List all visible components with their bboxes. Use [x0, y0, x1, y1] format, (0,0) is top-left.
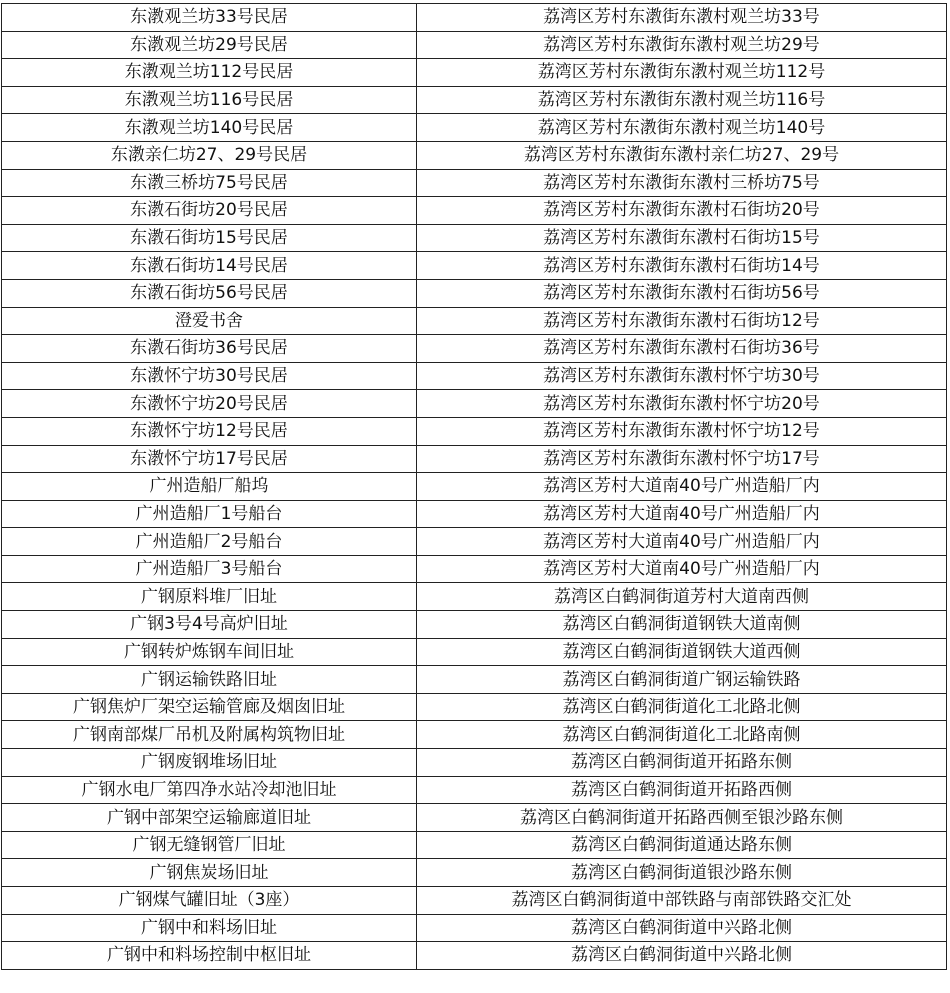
table-row: [2, 749, 947, 777]
site-name-cell: 广钢3号4号高炉旧址: [2, 611, 417, 639]
site-address-cell: 荔湾区芳村东漖街东漖村怀宁坊12号: [417, 417, 947, 445]
site-address-cell: 荔湾区白鹤洞街道银沙路东侧: [417, 859, 947, 887]
site-name-cell: 东漖石街坊20号民居: [2, 197, 417, 225]
site-name-cell: 东漖观兰坊116号民居: [2, 86, 417, 114]
site-name-cell: 东漖观兰坊140号民居: [2, 114, 417, 142]
site-address-cell: 荔湾区白鹤洞街道中兴路北侧: [417, 942, 947, 970]
site-address-cell: 荔湾区白鹤洞街道广钢运输铁路: [417, 666, 947, 694]
site-name-cell: 广州造船厂船坞: [2, 473, 417, 501]
site-address-cell: 荔湾区芳村东漖街东漖村怀宁坊30号: [417, 362, 947, 390]
site-address-cell: 荔湾区白鹤洞街道钢铁大道西侧: [417, 638, 947, 666]
table-row: [2, 555, 947, 583]
site-name-cell: 东漖石街坊14号民居: [2, 252, 417, 280]
heritage-sites-table: [1, 3, 947, 970]
table-row: [2, 279, 947, 307]
site-address-cell: 荔湾区芳村大道南40号广州造船厂内: [417, 500, 947, 528]
site-address-cell: 荔湾区白鹤洞街道化工北路南侧: [417, 721, 947, 749]
site-address-cell: 荔湾区芳村东漖街东漖村观兰坊33号: [417, 4, 947, 32]
table-row: [2, 611, 947, 639]
table-row: [2, 141, 947, 169]
site-name-cell: 东漖怀宁坊20号民居: [2, 390, 417, 418]
table-row: [2, 666, 947, 694]
site-address-cell: 荔湾区芳村东漖街东漖村石街坊36号: [417, 335, 947, 363]
site-name-cell: 广钢原料堆厂旧址: [2, 583, 417, 611]
site-address-cell: 荔湾区芳村大道南40号广州造船厂内: [417, 473, 947, 501]
site-address-cell: 荔湾区芳村东漖街东漖村石街坊15号: [417, 224, 947, 252]
site-address-cell: 荔湾区白鹤洞街道通达路东侧: [417, 831, 947, 859]
table-row: [2, 914, 947, 942]
table-row: [2, 445, 947, 473]
site-address-cell: 荔湾区白鹤洞街道化工北路北侧: [417, 693, 947, 721]
table-row: [2, 417, 947, 445]
site-name-cell: 东漖石街坊15号民居: [2, 224, 417, 252]
table-row: [2, 114, 947, 142]
site-name-cell: 广钢煤气罐旧址（3座）: [2, 887, 417, 915]
table-row: [2, 197, 947, 225]
site-address-cell: 荔湾区芳村东漖街东漖村石街坊14号: [417, 252, 947, 280]
site-address-cell: 荔湾区白鹤洞街道开拓路西侧: [417, 776, 947, 804]
site-name-cell: 广钢水电厂第四净水站冷却池旧址: [2, 776, 417, 804]
site-name-cell: 广州造船厂2号船台: [2, 528, 417, 556]
site-address-cell: 荔湾区芳村东漖街东漖村亲仁坊27、29号: [417, 141, 947, 169]
table-row: [2, 169, 947, 197]
site-name-cell: 东漖怀宁坊17号民居: [2, 445, 417, 473]
table-row: [2, 528, 947, 556]
table-row: [2, 473, 947, 501]
table-row: [2, 307, 947, 335]
site-address-cell: 荔湾区芳村东漖街东漖村观兰坊29号: [417, 31, 947, 59]
site-name-cell: 广钢中部架空运输廊道旧址: [2, 804, 417, 832]
site-address-cell: 荔湾区芳村东漖街东漖村观兰坊112号: [417, 59, 947, 87]
table-body: [2, 4, 947, 970]
site-name-cell: 广钢焦炉厂架空运输管廊及烟囱旧址: [2, 693, 417, 721]
site-address-cell: 荔湾区芳村东漖街东漖村怀宁坊17号: [417, 445, 947, 473]
table-row: [2, 362, 947, 390]
table-row: [2, 86, 947, 114]
site-name-cell: 东漖石街坊36号民居: [2, 335, 417, 363]
site-name-cell: 广州造船厂1号船台: [2, 500, 417, 528]
site-name-cell: 东漖观兰坊33号民居: [2, 4, 417, 32]
table-row: [2, 859, 947, 887]
site-name-cell: 东漖怀宁坊12号民居: [2, 417, 417, 445]
site-address-cell: 荔湾区芳村东漖街东漖村观兰坊140号: [417, 114, 947, 142]
table-row: [2, 252, 947, 280]
table-row: [2, 776, 947, 804]
site-address-cell: 荔湾区芳村大道南40号广州造船厂内: [417, 528, 947, 556]
site-name-cell: 广钢中和料场控制中枢旧址: [2, 942, 417, 970]
site-address-cell: 荔湾区芳村东漖街东漖村观兰坊116号: [417, 86, 947, 114]
site-address-cell: 荔湾区芳村东漖街东漖村石街坊12号: [417, 307, 947, 335]
site-address-cell: 荔湾区白鹤洞街道开拓路东侧: [417, 749, 947, 777]
table-row: [2, 4, 947, 32]
site-address-cell: 荔湾区白鹤洞街道钢铁大道南侧: [417, 611, 947, 639]
table-row: [2, 887, 947, 915]
site-name-cell: 东漖石街坊56号民居: [2, 279, 417, 307]
site-address-cell: 荔湾区芳村东漖街东漖村怀宁坊20号: [417, 390, 947, 418]
site-name-cell: 广钢运输铁路旧址: [2, 666, 417, 694]
site-name-cell: 广钢无缝钢管厂旧址: [2, 831, 417, 859]
table-row: [2, 31, 947, 59]
table-row: [2, 390, 947, 418]
site-name-cell: 澄爱书舍: [2, 307, 417, 335]
table-row: [2, 804, 947, 832]
site-name-cell: 广钢中和料场旧址: [2, 914, 417, 942]
site-name-cell: 东漖怀宁坊30号民居: [2, 362, 417, 390]
site-name-cell: 广钢废钢堆场旧址: [2, 749, 417, 777]
site-address-cell: 荔湾区芳村东漖街东漖村石街坊56号: [417, 279, 947, 307]
site-name-cell: 广州造船厂3号船台: [2, 555, 417, 583]
table-row: [2, 721, 947, 749]
table-row: [2, 831, 947, 859]
table-row: [2, 59, 947, 87]
site-name-cell: 广钢转炉炼钢车间旧址: [2, 638, 417, 666]
site-name-cell: 东漖观兰坊112号民居: [2, 59, 417, 87]
site-address-cell: 荔湾区白鹤洞街道芳村大道南西侧: [417, 583, 947, 611]
table-row: [2, 638, 947, 666]
site-name-cell: 东漖三桥坊75号民居: [2, 169, 417, 197]
table-row: [2, 583, 947, 611]
site-name-cell: 东漖亲仁坊27、29号民居: [2, 141, 417, 169]
site-address-cell: 荔湾区白鹤洞街道中部铁路与南部铁路交汇处: [417, 887, 947, 915]
site-address-cell: 荔湾区芳村大道南40号广州造船厂内: [417, 555, 947, 583]
site-address-cell: 荔湾区芳村东漖街东漖村三桥坊75号: [417, 169, 947, 197]
site-address-cell: 荔湾区白鹤洞街道开拓路西侧至银沙路东侧: [417, 804, 947, 832]
site-name-cell: 广钢焦炭场旧址: [2, 859, 417, 887]
site-address-cell: 荔湾区芳村东漖街东漖村石街坊20号: [417, 197, 947, 225]
table-row: [2, 224, 947, 252]
site-address-cell: 荔湾区白鹤洞街道中兴路北侧: [417, 914, 947, 942]
table-row: [2, 693, 947, 721]
table-row: [2, 500, 947, 528]
site-name-cell: 广钢南部煤厂吊机及附属构筑物旧址: [2, 721, 417, 749]
site-name-cell: 东漖观兰坊29号民居: [2, 31, 417, 59]
table-row: [2, 335, 947, 363]
table-row: [2, 942, 947, 970]
